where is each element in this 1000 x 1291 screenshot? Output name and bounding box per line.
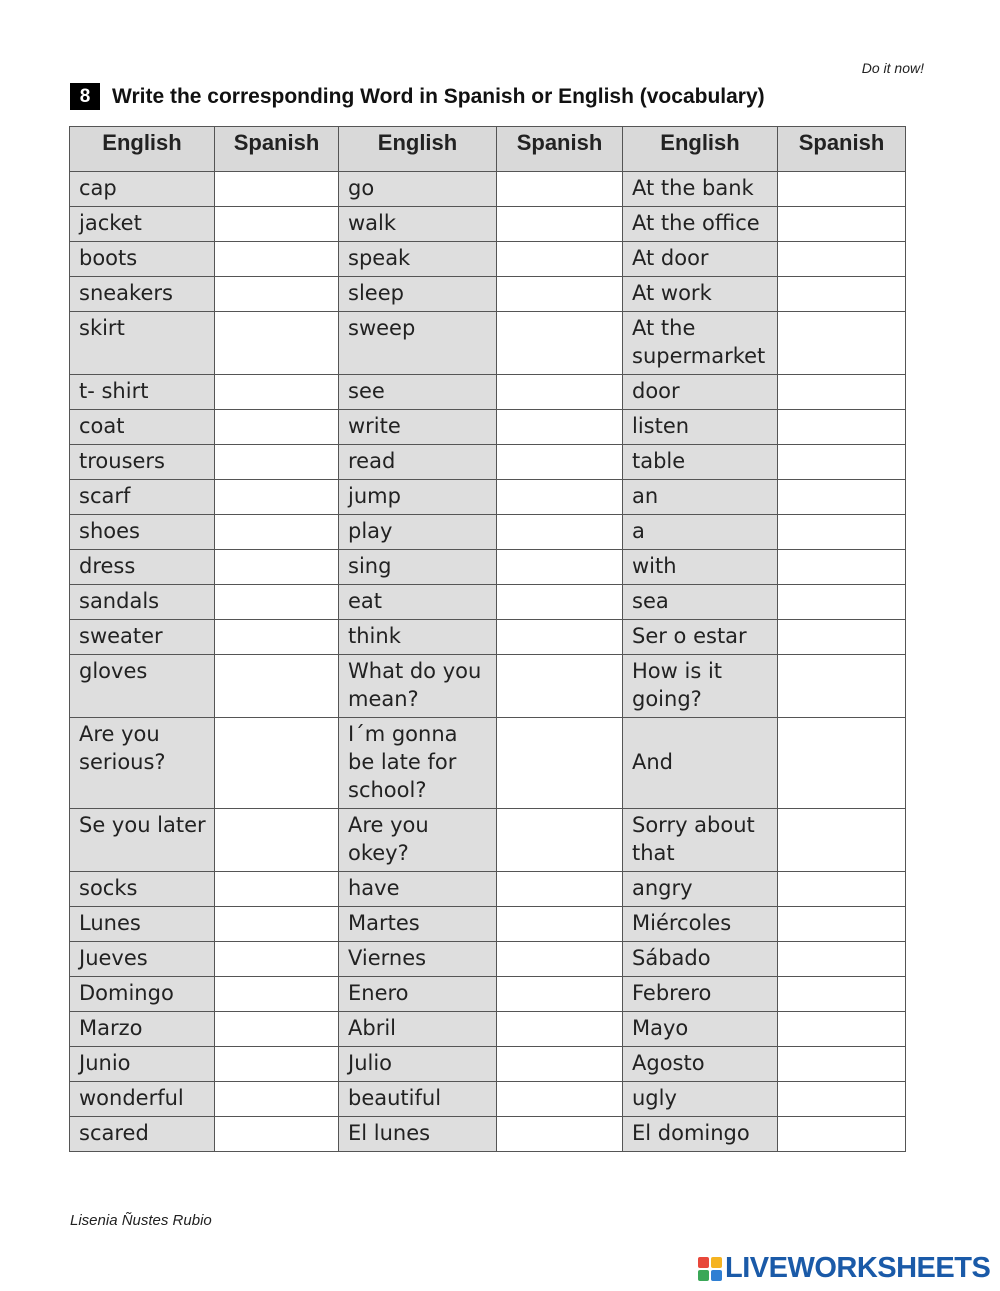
- english-word-cell: speak: [339, 242, 497, 277]
- english-word-cell: How is it going?: [623, 655, 778, 718]
- spanish-answer-cell[interactable]: [497, 207, 623, 242]
- table-row: [70, 515, 906, 550]
- english-word-cell: Enero: [339, 977, 497, 1012]
- english-word-cell: El domingo: [623, 1117, 778, 1152]
- spanish-answer-cell[interactable]: [497, 1117, 623, 1152]
- table-row: [70, 172, 906, 207]
- exercise-number-badge: 8: [70, 83, 100, 110]
- spanish-answer-cell[interactable]: [215, 585, 339, 620]
- english-word-cell: Febrero: [623, 977, 778, 1012]
- english-word-cell: door: [623, 375, 778, 410]
- english-word-cell: I´m gonna be late for school?: [339, 718, 497, 809]
- header-english-2: English: [339, 127, 497, 172]
- english-word-cell: sweater: [70, 620, 215, 655]
- author-name: Lisenia Ñustes Rubio: [70, 1212, 212, 1229]
- english-word-cell: ugly: [623, 1082, 778, 1117]
- spanish-answer-cell[interactable]: [215, 1047, 339, 1082]
- spanish-answer-cell[interactable]: [778, 620, 906, 655]
- spanish-answer-cell[interactable]: [778, 277, 906, 312]
- spanish-answer-cell[interactable]: [778, 1012, 906, 1047]
- table-header-row: [70, 127, 906, 172]
- english-word-cell: Domingo: [70, 977, 215, 1012]
- english-word-cell: Lunes: [70, 907, 215, 942]
- spanish-answer-cell[interactable]: [778, 375, 906, 410]
- table-row: [70, 942, 906, 977]
- spanish-answer-cell[interactable]: [215, 445, 339, 480]
- spanish-answer-cell[interactable]: [778, 585, 906, 620]
- english-word-cell: table: [623, 445, 778, 480]
- english-word-cell: socks: [70, 872, 215, 907]
- english-word-cell: boots: [70, 242, 215, 277]
- logo-square-3: [698, 1270, 709, 1281]
- english-word-cell: At the office: [623, 207, 778, 242]
- table-row: [70, 655, 906, 718]
- english-word-cell: see: [339, 375, 497, 410]
- table-row: [70, 550, 906, 585]
- english-word-cell: t- shirt: [70, 375, 215, 410]
- english-word-cell: a: [623, 515, 778, 550]
- spanish-answer-cell[interactable]: [215, 809, 339, 872]
- english-word-cell: sneakers: [70, 277, 215, 312]
- header-english-1: English: [70, 127, 215, 172]
- english-word-cell: Martes: [339, 907, 497, 942]
- english-word-cell: sleep: [339, 277, 497, 312]
- exercise-title: Write the corresponding Word in Spanish or English (vocabulary): [112, 84, 765, 108]
- english-word-cell: sandals: [70, 585, 215, 620]
- english-word-cell: dress: [70, 550, 215, 585]
- table-row: [70, 977, 906, 1012]
- spanish-answer-cell[interactable]: [215, 312, 339, 375]
- spanish-answer-cell[interactable]: [497, 585, 623, 620]
- english-word-cell: eat: [339, 585, 497, 620]
- spanish-answer-cell[interactable]: [778, 207, 906, 242]
- english-word-cell: sweep: [339, 312, 497, 375]
- english-word-cell: with: [623, 550, 778, 585]
- spanish-answer-cell[interactable]: [497, 809, 623, 872]
- spanish-answer-cell[interactable]: [778, 515, 906, 550]
- spanish-answer-cell[interactable]: [497, 242, 623, 277]
- table-row: [70, 410, 906, 445]
- vocabulary-table: [69, 126, 906, 1152]
- english-word-cell: skirt: [70, 312, 215, 375]
- spanish-answer-cell[interactable]: [778, 172, 906, 207]
- liveworksheets-grid-icon: [698, 1257, 722, 1281]
- english-word-cell: At work: [623, 277, 778, 312]
- english-word-cell: write: [339, 410, 497, 445]
- spanish-answer-cell[interactable]: [778, 242, 906, 277]
- english-word-cell: wonderful: [70, 1082, 215, 1117]
- spanish-answer-cell[interactable]: [215, 942, 339, 977]
- table-row: [70, 207, 906, 242]
- english-word-cell: coat: [70, 410, 215, 445]
- english-word-cell: At the supermarket: [623, 312, 778, 375]
- english-word-cell: Junio: [70, 1047, 215, 1082]
- english-word-cell: Sorry about that: [623, 809, 778, 872]
- spanish-answer-cell[interactable]: [778, 942, 906, 977]
- table-row: [70, 445, 906, 480]
- spanish-answer-cell[interactable]: [497, 550, 623, 585]
- spanish-answer-cell[interactable]: [215, 410, 339, 445]
- spanish-answer-cell[interactable]: [778, 655, 906, 718]
- spanish-answer-cell[interactable]: [497, 977, 623, 1012]
- english-word-cell: trousers: [70, 445, 215, 480]
- table-row: [70, 1117, 906, 1152]
- spanish-answer-cell[interactable]: [215, 1117, 339, 1152]
- english-word-cell: read: [339, 445, 497, 480]
- english-word-cell: Miércoles: [623, 907, 778, 942]
- english-word-cell: think: [339, 620, 497, 655]
- spanish-answer-cell[interactable]: [778, 907, 906, 942]
- header-spanish-1: Spanish: [215, 127, 339, 172]
- english-word-cell: El lunes: [339, 1117, 497, 1152]
- english-word-cell: walk: [339, 207, 497, 242]
- spanish-answer-cell[interactable]: [778, 809, 906, 872]
- liveworksheets-wordmark: LIVEWORKSHEETS: [725, 1252, 991, 1284]
- spanish-answer-cell[interactable]: [497, 375, 623, 410]
- english-word-cell: At the bank: [623, 172, 778, 207]
- english-word-cell: Viernes: [339, 942, 497, 977]
- spanish-answer-cell[interactable]: [497, 172, 623, 207]
- spanish-answer-cell[interactable]: [778, 1117, 906, 1152]
- table-row: [70, 620, 906, 655]
- table-row: [70, 809, 906, 872]
- english-word-cell: sing: [339, 550, 497, 585]
- english-word-cell: Are you serious?: [70, 718, 215, 809]
- spanish-answer-cell[interactable]: [778, 1082, 906, 1117]
- table-row: [70, 585, 906, 620]
- spanish-answer-cell[interactable]: [497, 718, 623, 809]
- spanish-answer-cell[interactable]: [497, 872, 623, 907]
- english-word-cell: angry: [623, 872, 778, 907]
- spanish-answer-cell[interactable]: [497, 1047, 623, 1082]
- spanish-answer-cell[interactable]: [215, 1012, 339, 1047]
- spanish-answer-cell[interactable]: [497, 277, 623, 312]
- english-word-cell: beautiful: [339, 1082, 497, 1117]
- spanish-answer-cell[interactable]: [215, 718, 339, 809]
- spanish-answer-cell[interactable]: [497, 1012, 623, 1047]
- header-spanish-3: Spanish: [778, 127, 906, 172]
- table-row: [70, 907, 906, 942]
- table-row: [70, 1012, 906, 1047]
- english-word-cell: gloves: [70, 655, 215, 718]
- table-row: [70, 718, 906, 809]
- english-word-cell: an: [623, 480, 778, 515]
- spanish-answer-cell[interactable]: [497, 655, 623, 718]
- spanish-answer-cell[interactable]: [215, 872, 339, 907]
- spanish-answer-cell[interactable]: [497, 445, 623, 480]
- english-word-cell: play: [339, 515, 497, 550]
- spanish-answer-cell[interactable]: [215, 242, 339, 277]
- table-row: [70, 1082, 906, 1117]
- english-word-cell: sea: [623, 585, 778, 620]
- english-word-cell: What do you mean?: [339, 655, 497, 718]
- header-english-3: English: [623, 127, 778, 172]
- english-word-cell: And: [623, 718, 778, 809]
- english-word-cell: scarf: [70, 480, 215, 515]
- spanish-answer-cell[interactable]: [778, 1047, 906, 1082]
- table-row: [70, 375, 906, 410]
- spanish-answer-cell[interactable]: [778, 872, 906, 907]
- spanish-answer-cell[interactable]: [215, 620, 339, 655]
- english-word-cell: Marzo: [70, 1012, 215, 1047]
- spanish-answer-cell[interactable]: [778, 410, 906, 445]
- english-word-cell: scared: [70, 1117, 215, 1152]
- spanish-answer-cell[interactable]: [497, 907, 623, 942]
- spanish-answer-cell[interactable]: [215, 550, 339, 585]
- english-word-cell: Agosto: [623, 1047, 778, 1082]
- english-word-cell: Mayo: [623, 1012, 778, 1047]
- english-word-cell: Julio: [339, 1047, 497, 1082]
- spanish-answer-cell[interactable]: [215, 375, 339, 410]
- english-word-cell: listen: [623, 410, 778, 445]
- spanish-answer-cell[interactable]: [778, 480, 906, 515]
- spanish-answer-cell[interactable]: [497, 942, 623, 977]
- table-row: [70, 242, 906, 277]
- spanish-answer-cell[interactable]: [497, 480, 623, 515]
- logo-square-2: [711, 1257, 722, 1268]
- table-row: [70, 277, 906, 312]
- spanish-answer-cell[interactable]: [215, 480, 339, 515]
- spanish-answer-cell[interactable]: [497, 410, 623, 445]
- do-it-now-note: Do it now!: [861, 60, 924, 76]
- english-word-cell: shoes: [70, 515, 215, 550]
- english-word-cell: Ser o estar: [623, 620, 778, 655]
- english-word-cell: Are you okey?: [339, 809, 497, 872]
- header-spanish-2: Spanish: [497, 127, 623, 172]
- spanish-answer-cell[interactable]: [215, 907, 339, 942]
- liveworksheets-logo: [698, 1252, 990, 1285]
- spanish-answer-cell[interactable]: [778, 445, 906, 480]
- english-word-cell: Jueves: [70, 942, 215, 977]
- spanish-answer-cell[interactable]: [497, 515, 623, 550]
- logo-square-4: [711, 1270, 722, 1281]
- english-word-cell: At door: [623, 242, 778, 277]
- table-row: [70, 1047, 906, 1082]
- exercise-heading: [70, 83, 765, 110]
- table-row: [70, 480, 906, 515]
- english-word-cell: have: [339, 872, 497, 907]
- spanish-answer-cell[interactable]: [778, 550, 906, 585]
- spanish-answer-cell[interactable]: [497, 620, 623, 655]
- spanish-answer-cell[interactable]: [215, 277, 339, 312]
- spanish-answer-cell[interactable]: [778, 312, 906, 375]
- spanish-answer-cell[interactable]: [215, 977, 339, 1012]
- spanish-answer-cell[interactable]: [215, 655, 339, 718]
- english-word-cell: jacket: [70, 207, 215, 242]
- table-row: [70, 312, 906, 375]
- spanish-answer-cell[interactable]: [215, 207, 339, 242]
- english-word-cell: Sábado: [623, 942, 778, 977]
- table-row: [70, 872, 906, 907]
- english-word-cell: jump: [339, 480, 497, 515]
- english-word-cell: go: [339, 172, 497, 207]
- english-word-cell: Abril: [339, 1012, 497, 1047]
- spanish-answer-cell[interactable]: [215, 172, 339, 207]
- spanish-answer-cell[interactable]: [497, 1082, 623, 1117]
- english-word-cell: cap: [70, 172, 215, 207]
- spanish-answer-cell[interactable]: [215, 1082, 339, 1117]
- logo-square-1: [698, 1257, 709, 1268]
- spanish-answer-cell[interactable]: [497, 312, 623, 375]
- spanish-answer-cell[interactable]: [215, 515, 339, 550]
- spanish-answer-cell[interactable]: [778, 977, 906, 1012]
- spanish-answer-cell[interactable]: [778, 718, 906, 809]
- english-word-cell: Se you later: [70, 809, 215, 872]
